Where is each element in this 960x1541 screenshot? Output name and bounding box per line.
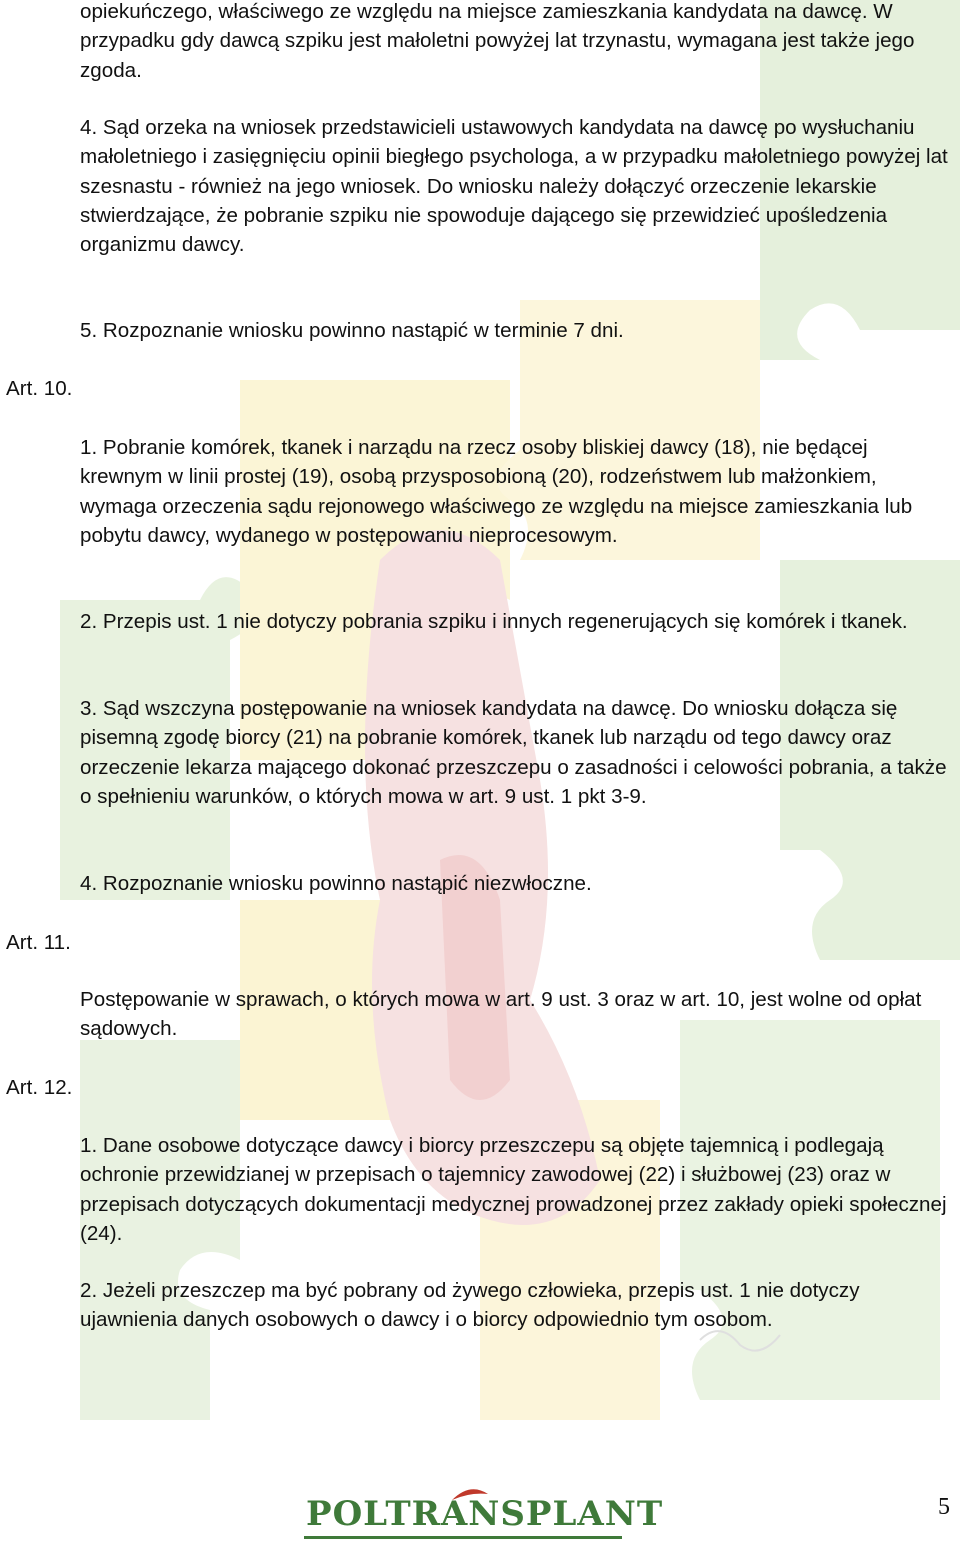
logo-text: POLTRANSPLANT — [306, 1494, 664, 1534]
paragraph-art12-ust1: 1. Dane osobowe dotyczące dawcy i biorcy przeszczepu są objęte tajemnicą i podlegają ochronie przewidzianej w przepisach o tajemnicy zawodowej (22) i służbowej (23) oraz w przepisach dotyczących dokumentacji medycznej prowadzonej przez zakłady opieki społecznej (24). — [80, 1134, 947, 1245]
article-heading-11: Art. 11. — [6, 931, 71, 954]
paragraph-art9-ust4: 4. Sąd orzeka na wniosek przedstawicieli ustawowych kandydata na dawcę po wysłuchaniu małoletniego i zasięgnięciu opinii biegłego psychologa, a w przypadku małoletniego powyżej lat szesnastu - również na jego wniosek. Do wniosku należy dołączyć orzeczenie lekarskie stwierdzające, że pobranie szpiku nie spowoduje dającego się przewidzieć upośledzenia organizmu dawcy. — [80, 116, 948, 257]
paragraph-art10-ust4: 4. Rozpoznanie wniosku powinno nastąpić niezwłoczne. — [80, 872, 592, 895]
logo-underline — [304, 1536, 622, 1539]
paragraph-art11: Postępowanie w sprawach, o których mowa w art. 9 ust. 3 oraz w art. 10, jest wolne od opłat sądowych. — [80, 988, 922, 1041]
paragraph-art10-ust1: 1. Pobranie komórek, tkanek i narządu na rzecz osoby bliskiej dawcy (18), nie będącej krewnym w linii prostej (19), osobą przysposobioną (20), rodzeństwem lub małżonkiem, wymaga orzeczenia sądu rejonowego właściwego ze względu na miejsce zamieszkania lub pobytu dawcy, wydanego w postępowaniu nieprocesowym. — [80, 436, 913, 547]
article-heading-12: Art. 12. — [6, 1076, 73, 1099]
poltransplant-logo — [300, 1490, 664, 1540]
paragraph-art9-ust5: 5. Rozpoznanie wniosku powinno nastąpić w terminie 7 dni. — [80, 319, 624, 342]
paragraph-continuation: opiekuńczego, właściwego ze względu na miejsce zamieszkania kandydata na dawcę. W przypadku gdy dawcą szpiku jest małoletni powyżej lat trzynastu, wymagana jest także jego zgoda. — [80, 0, 915, 82]
page-number: 5 — [938, 1494, 950, 1520]
article-heading-10: Art. 10. — [6, 377, 73, 400]
paragraph-art10-ust2: 2. Przepis ust. 1 nie dotyczy pobrania szpiku i innych regenerujących się komórek i tkanek. — [80, 610, 908, 633]
paragraph-art10-ust3: 3. Sąd wszczyna postępowanie na wniosek kandydata na dawcę. Do wniosku dołącza się pisemną zgodę biorcy (21) na pobranie komórek, tkanek lub narządu od tego dawcy oraz orzeczenie lekarza mającego dokonać przeszczepu o zasadności i celowości pobrania, a także o spełnieniu warunków, o których mowa w art. 9 ust. 1 pkt 3-9. — [80, 697, 947, 808]
paragraph-art12-ust2: 2. Jeżeli przeszczep ma być pobrany od żywego człowieka, przepis ust. 1 nie dotyczy ujawnienia danych osobowych o dawcy i o biorcy odpowiednio tym osobom. — [80, 1279, 860, 1332]
